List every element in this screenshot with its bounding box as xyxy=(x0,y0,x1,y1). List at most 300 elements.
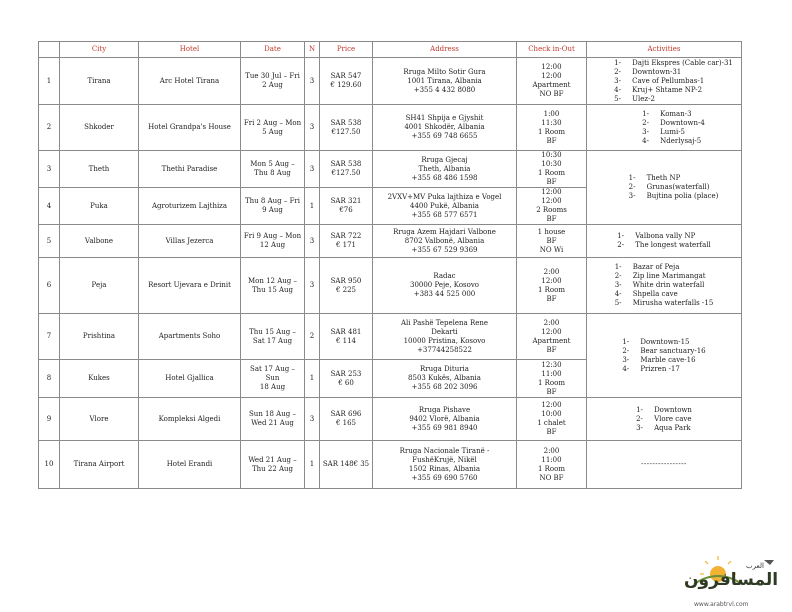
cell-check xyxy=(517,441,587,489)
cell-line: Rruga Gjecaj xyxy=(421,155,468,164)
cell-activities xyxy=(587,314,742,398)
cell-address xyxy=(373,58,517,105)
activity-number: 1- xyxy=(614,58,621,67)
cell-hotel xyxy=(139,188,241,225)
cell-check xyxy=(517,225,587,258)
activity-item xyxy=(615,290,714,299)
activity-text: Marble cave-16 xyxy=(640,355,696,364)
activity-item xyxy=(617,241,710,250)
activity-item xyxy=(629,183,719,192)
activity-number: 2- xyxy=(617,241,625,249)
cell-line: Thu 15 Aug xyxy=(251,285,294,294)
cell-hotel xyxy=(139,398,241,441)
activity-number: 2- xyxy=(614,67,621,76)
row-number: 2 xyxy=(39,105,60,151)
cell-address xyxy=(373,188,517,225)
activity-item xyxy=(614,59,733,68)
cell-line: BF xyxy=(546,236,557,245)
row-number: 10 xyxy=(39,441,60,489)
cell-price xyxy=(320,225,373,258)
cell-n: 3 xyxy=(305,105,320,151)
cell-line: 2:00 xyxy=(543,446,560,455)
cell-line: 10:00 xyxy=(541,410,562,418)
cell-line: €127.50 xyxy=(331,169,361,177)
activity-text: Downtown xyxy=(654,405,692,414)
activity-item xyxy=(629,192,719,201)
cell-city: Tirana Airport xyxy=(60,441,139,489)
cell-line: 1 Room xyxy=(537,464,565,473)
cell-address xyxy=(373,258,517,314)
cell-check xyxy=(517,360,587,398)
cell-line: BF xyxy=(546,294,557,303)
activity-number: 1- xyxy=(628,174,636,182)
cell-line: 1001 Tirana, Albania xyxy=(407,76,482,85)
cell-line: 8503 Kukës, Albania xyxy=(408,374,481,382)
cell-date xyxy=(241,151,305,188)
activity-number: 3- xyxy=(622,355,630,364)
cell-line: SAR 950 xyxy=(330,276,362,285)
cell-line: BF xyxy=(546,178,557,186)
cell-line: 1502 Rinas, Albania xyxy=(408,464,481,473)
cell-n: 3 xyxy=(305,225,320,258)
cell-address xyxy=(373,105,517,151)
cell-line: Kompleksi Algedi xyxy=(158,414,221,423)
cell-hotel xyxy=(139,58,241,105)
cell-line: € 114 xyxy=(335,336,357,345)
cell-line: BF xyxy=(546,387,557,396)
cell-line: 2 Rooms xyxy=(536,206,567,214)
activity-number: 5- xyxy=(614,94,621,103)
cell-line: 2VXV+MV Puka lajthiza e Vogel xyxy=(387,192,502,201)
cell-city: Vlore xyxy=(60,398,139,441)
cell-line: Thu 8 Aug – Fri xyxy=(244,197,301,205)
cell-line: SAR 321 xyxy=(330,197,362,205)
cell-activities xyxy=(587,105,742,151)
cell-line: 12:00 xyxy=(541,197,562,205)
row-number: 6 xyxy=(39,258,60,314)
cell-date xyxy=(241,188,305,225)
cell-city: Puka xyxy=(60,188,139,225)
activity-number: 1- xyxy=(614,263,622,271)
cell-date xyxy=(241,360,305,398)
header-nights: N xyxy=(305,42,320,58)
activities-list xyxy=(622,338,705,374)
header-city: City xyxy=(60,42,139,58)
cell-line: BF xyxy=(546,345,557,354)
cell-price xyxy=(320,314,373,360)
cell-line: Hotel Gjallica xyxy=(165,374,214,382)
cell-line: 2 Aug xyxy=(262,81,283,89)
row-number: 9 xyxy=(39,398,60,441)
activity-item xyxy=(622,338,705,347)
header-hotel: Hotel xyxy=(139,42,241,58)
cell-line: +355 68 202 3096 xyxy=(411,383,478,391)
cell-line: 12:00 xyxy=(541,63,562,71)
cell-check xyxy=(517,151,587,188)
activity-number: 4- xyxy=(614,290,622,298)
activity-text: Grunas(waterfall) xyxy=(646,183,710,191)
cell-line: €127.50 xyxy=(331,127,361,136)
activity-text: Prizren -17 xyxy=(640,364,680,373)
cell-line: 1 house xyxy=(537,227,566,236)
activity-text: Ulez-2 xyxy=(632,94,655,103)
cell-line: Dekarti xyxy=(431,327,458,336)
cell-price xyxy=(320,258,373,314)
activity-text: White drin waterfall xyxy=(632,281,705,289)
activity-number: 3- xyxy=(636,423,643,432)
activity-item xyxy=(615,263,714,272)
cell-n: 1 xyxy=(305,188,320,225)
cell-line: 4001 Shkodër, Albania xyxy=(404,123,485,131)
row-number: 8 xyxy=(39,360,60,398)
cell-n: 3 xyxy=(305,398,320,441)
cell-check xyxy=(517,188,587,225)
cell-line: Fri 2 Aug – Mon xyxy=(243,118,302,127)
header-index xyxy=(39,42,60,58)
activity-item xyxy=(614,86,733,95)
cell-city: Peja xyxy=(60,258,139,314)
cell-date xyxy=(241,441,305,489)
cell-line: Resort Ujevara e Drinit xyxy=(148,281,231,289)
cell-hotel xyxy=(139,225,241,258)
cell-line: SAR 696 xyxy=(330,410,362,418)
cell-line: +355 68 577 6571 xyxy=(411,210,478,219)
cell-price xyxy=(320,441,373,489)
cell-line: Tue 30 Jul – Fri xyxy=(245,72,300,80)
activities-list xyxy=(642,110,705,146)
activity-text: Cave of Pellumbas-1 xyxy=(632,76,705,85)
cell-line: Rruga Azem Hajdari Valbone xyxy=(393,227,496,236)
cell-hotel xyxy=(139,441,241,489)
activity-item xyxy=(636,424,692,433)
header-row xyxy=(39,42,742,58)
activity-text: The longest waterfall xyxy=(635,241,711,249)
cell-line: Agroturizem Lajthiza xyxy=(151,201,228,210)
cell-line: NO Wi xyxy=(539,245,564,254)
cell-date xyxy=(241,258,305,314)
cell-date xyxy=(241,105,305,151)
cell-line: 12:00 xyxy=(541,72,562,80)
watermark-small-text: العرب xyxy=(746,562,764,570)
activity-number: 3- xyxy=(614,76,621,85)
activity-item xyxy=(614,77,733,86)
cell-n: 3 xyxy=(305,151,320,188)
cell-line: SAR 481 xyxy=(330,327,362,336)
activities-list xyxy=(636,406,692,433)
cell-line: +355 69 690 5760 xyxy=(411,473,478,482)
cell-address xyxy=(373,398,517,441)
activities-list xyxy=(615,263,714,308)
activity-text: Aqua Park xyxy=(654,423,691,432)
cell-hotel xyxy=(139,314,241,360)
table-row xyxy=(39,225,742,258)
cell-activities xyxy=(587,58,742,105)
cell-line: Theth, Albania xyxy=(418,164,471,173)
cell-date xyxy=(241,58,305,105)
cell-line: 8702 Valbonë, Albania xyxy=(404,236,485,245)
cell-n: 1 xyxy=(305,441,320,489)
header-activities: Activities xyxy=(587,42,742,58)
cell-n: 3 xyxy=(305,58,320,105)
cell-line: 5 Aug xyxy=(262,127,283,136)
activity-number: 4- xyxy=(622,364,630,373)
cell-line: 18 Aug xyxy=(259,383,286,391)
activity-item xyxy=(617,232,710,241)
cell-line: € 165 xyxy=(335,419,357,427)
cell-n: 2 xyxy=(305,314,320,360)
activity-text: Zip line Marimangat xyxy=(632,272,706,280)
cell-line: € 171 xyxy=(335,241,357,249)
activity-text: Shpella cave xyxy=(632,290,678,298)
cell-line: Wed 21 Aug – xyxy=(248,455,297,464)
cell-line: Rruga Milto Sotir Gura xyxy=(403,67,486,76)
activity-number: 4- xyxy=(642,136,649,145)
cell-line: Apartment xyxy=(532,81,571,89)
cell-price xyxy=(320,151,373,188)
cell-line: 12:00 xyxy=(541,276,562,285)
cell-date xyxy=(241,314,305,360)
cell-address xyxy=(373,151,517,188)
cell-check xyxy=(517,258,587,314)
activities-list xyxy=(617,232,710,250)
activity-text: Dajti Ekspres (Cable car)-31 xyxy=(632,58,733,67)
activity-item xyxy=(614,95,733,104)
header-address: Address xyxy=(373,42,517,58)
cell-activities xyxy=(587,398,742,441)
cell-city: Theth xyxy=(60,151,139,188)
cell-line: Thu 8 Aug xyxy=(254,169,291,177)
cell-line: Arc Hotel Tirana xyxy=(159,76,220,85)
activity-text: Bazar of Peja xyxy=(632,263,680,271)
cell-line: 2:00 xyxy=(543,318,560,327)
activity-text: Nderlysaj-5 xyxy=(660,136,702,145)
row-number: 7 xyxy=(39,314,60,360)
cell-hotel xyxy=(139,360,241,398)
cell-line: 9402 Vlorë, Albania xyxy=(409,414,480,423)
cell-line: € 225 xyxy=(335,285,357,294)
cell-line: 4400 Pukë, Albania xyxy=(410,201,479,210)
cell-price xyxy=(320,188,373,225)
activity-item xyxy=(614,68,733,77)
cell-line: Sun 18 Aug – xyxy=(249,410,296,418)
table-row xyxy=(39,314,742,360)
activity-text: Theth NP xyxy=(646,174,681,182)
activity-text: Downtown-4 xyxy=(660,118,705,127)
cell-line: 12:00 xyxy=(541,188,562,196)
cell-line: Radac xyxy=(433,272,456,280)
activity-number: 5- xyxy=(614,299,622,307)
row-number: 3 xyxy=(39,151,60,188)
cell-check xyxy=(517,398,587,441)
cell-line: 12 Aug xyxy=(259,241,286,249)
row-number: 1 xyxy=(39,58,60,105)
cell-line: 12:00 xyxy=(541,401,562,409)
cell-line: NO BF xyxy=(539,473,564,482)
cell-address xyxy=(373,225,517,258)
cell-line: 1 Room xyxy=(537,169,565,177)
activity-text: Downtown-31 xyxy=(632,67,682,76)
cell-line: 10000 Pristina, Kosovo xyxy=(403,336,486,345)
cell-line: 11:00 xyxy=(541,455,562,464)
cell-price xyxy=(320,58,373,105)
activity-item xyxy=(615,281,714,290)
cell-hotel xyxy=(139,258,241,314)
cell-line: 1 Room xyxy=(537,285,565,294)
itinerary-table xyxy=(38,41,742,489)
activity-number: 2- xyxy=(622,346,630,355)
activity-item xyxy=(642,110,705,119)
header-check-in-out: Check in-Out xyxy=(517,42,587,58)
activity-item xyxy=(629,174,719,183)
cell-line: Hotel Erandi xyxy=(166,460,213,468)
activity-number: 1- xyxy=(636,405,643,414)
cell-line: BF xyxy=(546,136,557,145)
cell-city: Kukes xyxy=(60,360,139,398)
cell-line: +383 44 525 000 xyxy=(413,290,476,298)
cell-n: 1 xyxy=(305,360,320,398)
cell-line: Thu 15 Aug – xyxy=(249,327,296,336)
cell-line: 2:00 xyxy=(543,267,560,276)
header-date: Date xyxy=(241,42,305,58)
activity-text: Downtown-15 xyxy=(640,337,690,346)
cell-n: 3 xyxy=(305,258,320,314)
cell-line: 12:00 xyxy=(541,327,562,336)
cell-line: € 60 xyxy=(338,378,354,387)
header-price: Price xyxy=(320,42,373,58)
cell-activities xyxy=(587,258,742,314)
watermark-site: www.arabtrvl.com xyxy=(694,601,749,608)
table-row xyxy=(39,151,742,188)
cell-line: €76 xyxy=(339,206,353,214)
table-body xyxy=(39,58,742,489)
activity-text: Bujtina polia (place) xyxy=(646,192,719,200)
cell-city: Shkoder xyxy=(60,105,139,151)
activity-number: 1- xyxy=(617,232,625,240)
cell-price xyxy=(320,360,373,398)
cell-line: Thethi Paradise xyxy=(161,164,218,173)
cell-check xyxy=(517,314,587,360)
cell-price xyxy=(320,105,373,151)
cell-line: SH41 Shpija e Gjyshit xyxy=(405,114,484,122)
activity-text: Lumi-5 xyxy=(660,127,686,136)
cell-line: BF xyxy=(546,215,557,223)
cell-line: € 129.60 xyxy=(330,81,362,89)
cell-date xyxy=(241,225,305,258)
activity-item xyxy=(615,272,714,281)
cell-line: SAR 722 xyxy=(330,232,362,240)
cell-line: 11:30 xyxy=(541,118,562,127)
cell-line: +37744258522 xyxy=(417,345,472,354)
cell-line: BF xyxy=(546,428,557,436)
cell-hotel xyxy=(139,151,241,188)
cell-line: Ali Pashë Tepelena Rene xyxy=(400,318,489,327)
activity-text: Vlore cave xyxy=(654,414,692,423)
activities-placeholder: ---------------- xyxy=(641,460,687,468)
cell-city: Prishtina xyxy=(60,314,139,360)
activity-item xyxy=(642,137,705,146)
cell-line: Fri 9 Aug – Mon xyxy=(243,232,302,240)
activity-text: Mirusha waterfalls -15 xyxy=(632,299,714,307)
cell-city: Tirana xyxy=(60,58,139,105)
activity-number: 2- xyxy=(614,272,622,280)
table-row xyxy=(39,441,742,489)
row-number: 5 xyxy=(39,225,60,258)
activity-item xyxy=(636,406,692,415)
cell-activities xyxy=(587,441,742,489)
cell-line: 11:00 xyxy=(541,369,562,378)
table-row xyxy=(39,105,742,151)
cell-price xyxy=(320,398,373,441)
cell-city: Valbone xyxy=(60,225,139,258)
cell-line: +355 69 981 8940 xyxy=(411,423,478,432)
cell-line: 10:30 xyxy=(541,151,562,159)
cell-activities xyxy=(587,151,742,225)
watermark-arabic-text: المسافرون xyxy=(684,570,779,590)
cell-line: +355 67 529 9369 xyxy=(411,245,478,254)
activities-list xyxy=(614,59,733,104)
activity-item xyxy=(642,119,705,128)
activity-text: Koman-3 xyxy=(660,109,692,118)
cell-line: +355 4 432 8080 xyxy=(413,85,476,94)
cell-line: +355 68 486 1598 xyxy=(411,173,478,182)
cell-line: FushëKrujë, Nikël xyxy=(412,455,477,464)
cell-line: SAR 538 xyxy=(330,118,362,127)
table-row xyxy=(39,258,742,314)
row-number: 4 xyxy=(39,188,60,225)
activity-number: 3- xyxy=(614,281,622,289)
cell-line: +355 69 748 6655 xyxy=(411,132,478,140)
cell-line: SAR 547 xyxy=(330,72,362,80)
cell-line: Apartment xyxy=(532,336,571,345)
cell-line: 30000 Peje, Kosovo xyxy=(409,281,480,289)
table-row xyxy=(39,398,742,441)
activity-number: 1- xyxy=(622,337,630,346)
cell-hotel xyxy=(139,105,241,151)
cell-line: SAR 253 xyxy=(330,369,362,378)
cell-line: Rruga Pishave xyxy=(418,405,471,414)
activity-item xyxy=(622,347,705,356)
table-row xyxy=(39,58,742,105)
cell-address xyxy=(373,360,517,398)
cell-line: Sat 17 Aug – Sun xyxy=(250,365,295,382)
activity-item xyxy=(636,415,692,424)
activity-item xyxy=(642,128,705,137)
activity-text: Kruj+ Shtame NP-2 xyxy=(632,85,703,94)
cell-line: Sat 17 Aug xyxy=(252,336,293,345)
cell-activities xyxy=(587,225,742,258)
cell-line: 9 Aug xyxy=(262,206,283,214)
cell-line: 1 Room xyxy=(537,378,565,387)
cell-line: Apartments Soho xyxy=(158,332,221,340)
cell-line: 1:00 xyxy=(543,109,560,118)
activity-text: Bear sanctuary-16 xyxy=(640,346,706,355)
activity-item xyxy=(622,365,705,374)
cell-address xyxy=(373,314,517,360)
cell-line: Thu 22 Aug xyxy=(251,464,294,473)
activity-number: 3- xyxy=(628,192,636,200)
cell-line: Hotel Grandpa's House xyxy=(148,123,231,131)
cell-line: Wed 21 Aug xyxy=(251,419,294,427)
cell-line: Villas Jezerca xyxy=(165,236,214,245)
cell-check xyxy=(517,58,587,105)
cell-check xyxy=(517,105,587,151)
cell-line: SAR 538 xyxy=(330,160,362,168)
activity-number: 2- xyxy=(642,118,649,127)
cell-line: SAR 148€ 35 xyxy=(322,460,370,468)
activity-item xyxy=(615,299,714,308)
cell-line: Rruga Dituria xyxy=(420,365,469,373)
activity-number: 3- xyxy=(642,127,649,136)
